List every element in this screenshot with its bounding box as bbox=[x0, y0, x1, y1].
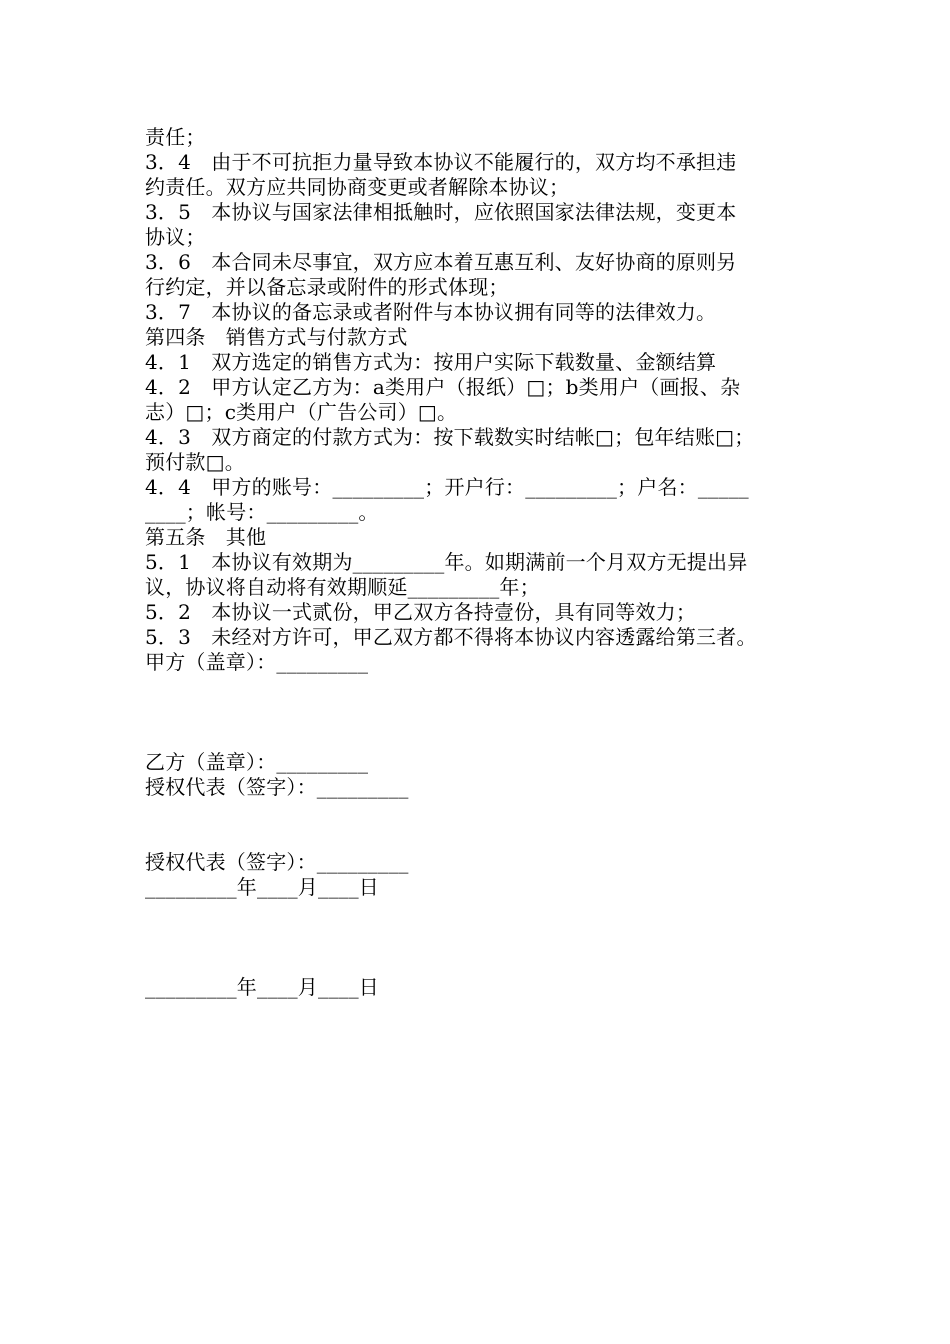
party-a-seal: 甲方（盖章）：_________ bbox=[145, 650, 369, 674]
clause-3-5: 3．5 本协议与国家法律相抵触时，应依照国家法律法规，变更本 bbox=[145, 200, 737, 224]
clause-4-4: 4．4 甲方的账号：_________；开户行：_________；户名：_____ bbox=[145, 475, 749, 499]
clause-3-4: 3．4 由于不可抗拒力量导致本协议不能履行的，双方均不承担违 bbox=[145, 150, 737, 174]
date-line: _________年____月____日 bbox=[145, 875, 379, 899]
date-line: _________年____月____日 bbox=[145, 975, 379, 999]
text-line: 议，协议将自动将有效期顺延_________年； bbox=[145, 575, 540, 599]
text-line: 协议； bbox=[145, 225, 206, 249]
clause-5-1: 5．1 本协议有效期为_________年。如期满前一个月双方无提出异 bbox=[145, 550, 748, 574]
clause-3-7: 3．7 本协议的备忘录或者附件与本协议拥有同等的法律效力。 bbox=[145, 300, 717, 324]
text-line: 志）□；c类用户（广告公司）□。 bbox=[145, 400, 458, 424]
text-line: 责任； bbox=[145, 125, 206, 149]
text-line: 约责任。双方应共同协商变更或者解除本协议； bbox=[145, 175, 570, 199]
text-line: 行约定，并以备忘录或附件的形式体现； bbox=[145, 275, 509, 299]
clause-5-3: 5．3 未经对方许可，甲乙双方都不得将本协议内容透露给第三者。 bbox=[145, 625, 757, 649]
document-body bbox=[145, 125, 825, 1000]
clause-4-3: 4．3 双方商定的付款方式为：按下载数实时结帐□；包年结账□； bbox=[145, 425, 755, 449]
clause-4-2: 4．2 甲方认定乙方为：a类用户（报纸）□；b类用户（画报、杂 bbox=[145, 375, 741, 399]
clause-3-6: 3．6 本合同未尽事宜，双方应本着互惠互利、友好协商的原则另 bbox=[145, 250, 737, 274]
authorized-rep-signature: 授权代表（签字）：_________ bbox=[145, 850, 409, 874]
authorized-rep-signature: 授权代表（签字）：_________ bbox=[145, 775, 409, 799]
article-5-heading: 第五条 其他 bbox=[145, 525, 267, 549]
text-line: ____；帐号：_________。 bbox=[145, 500, 379, 524]
clause-5-2: 5．2 本协议一式贰份，甲乙双方各持壹份，具有同等效力； bbox=[145, 600, 697, 624]
party-b-seal: 乙方（盖章）：_________ bbox=[145, 750, 369, 774]
text-line: 预付款□。 bbox=[145, 450, 245, 474]
clause-4-1: 4．1 双方选定的销售方式为：按用户实际下载数量、金额结算 bbox=[145, 350, 717, 374]
article-4-heading: 第四条 销售方式与付款方式 bbox=[145, 325, 408, 349]
